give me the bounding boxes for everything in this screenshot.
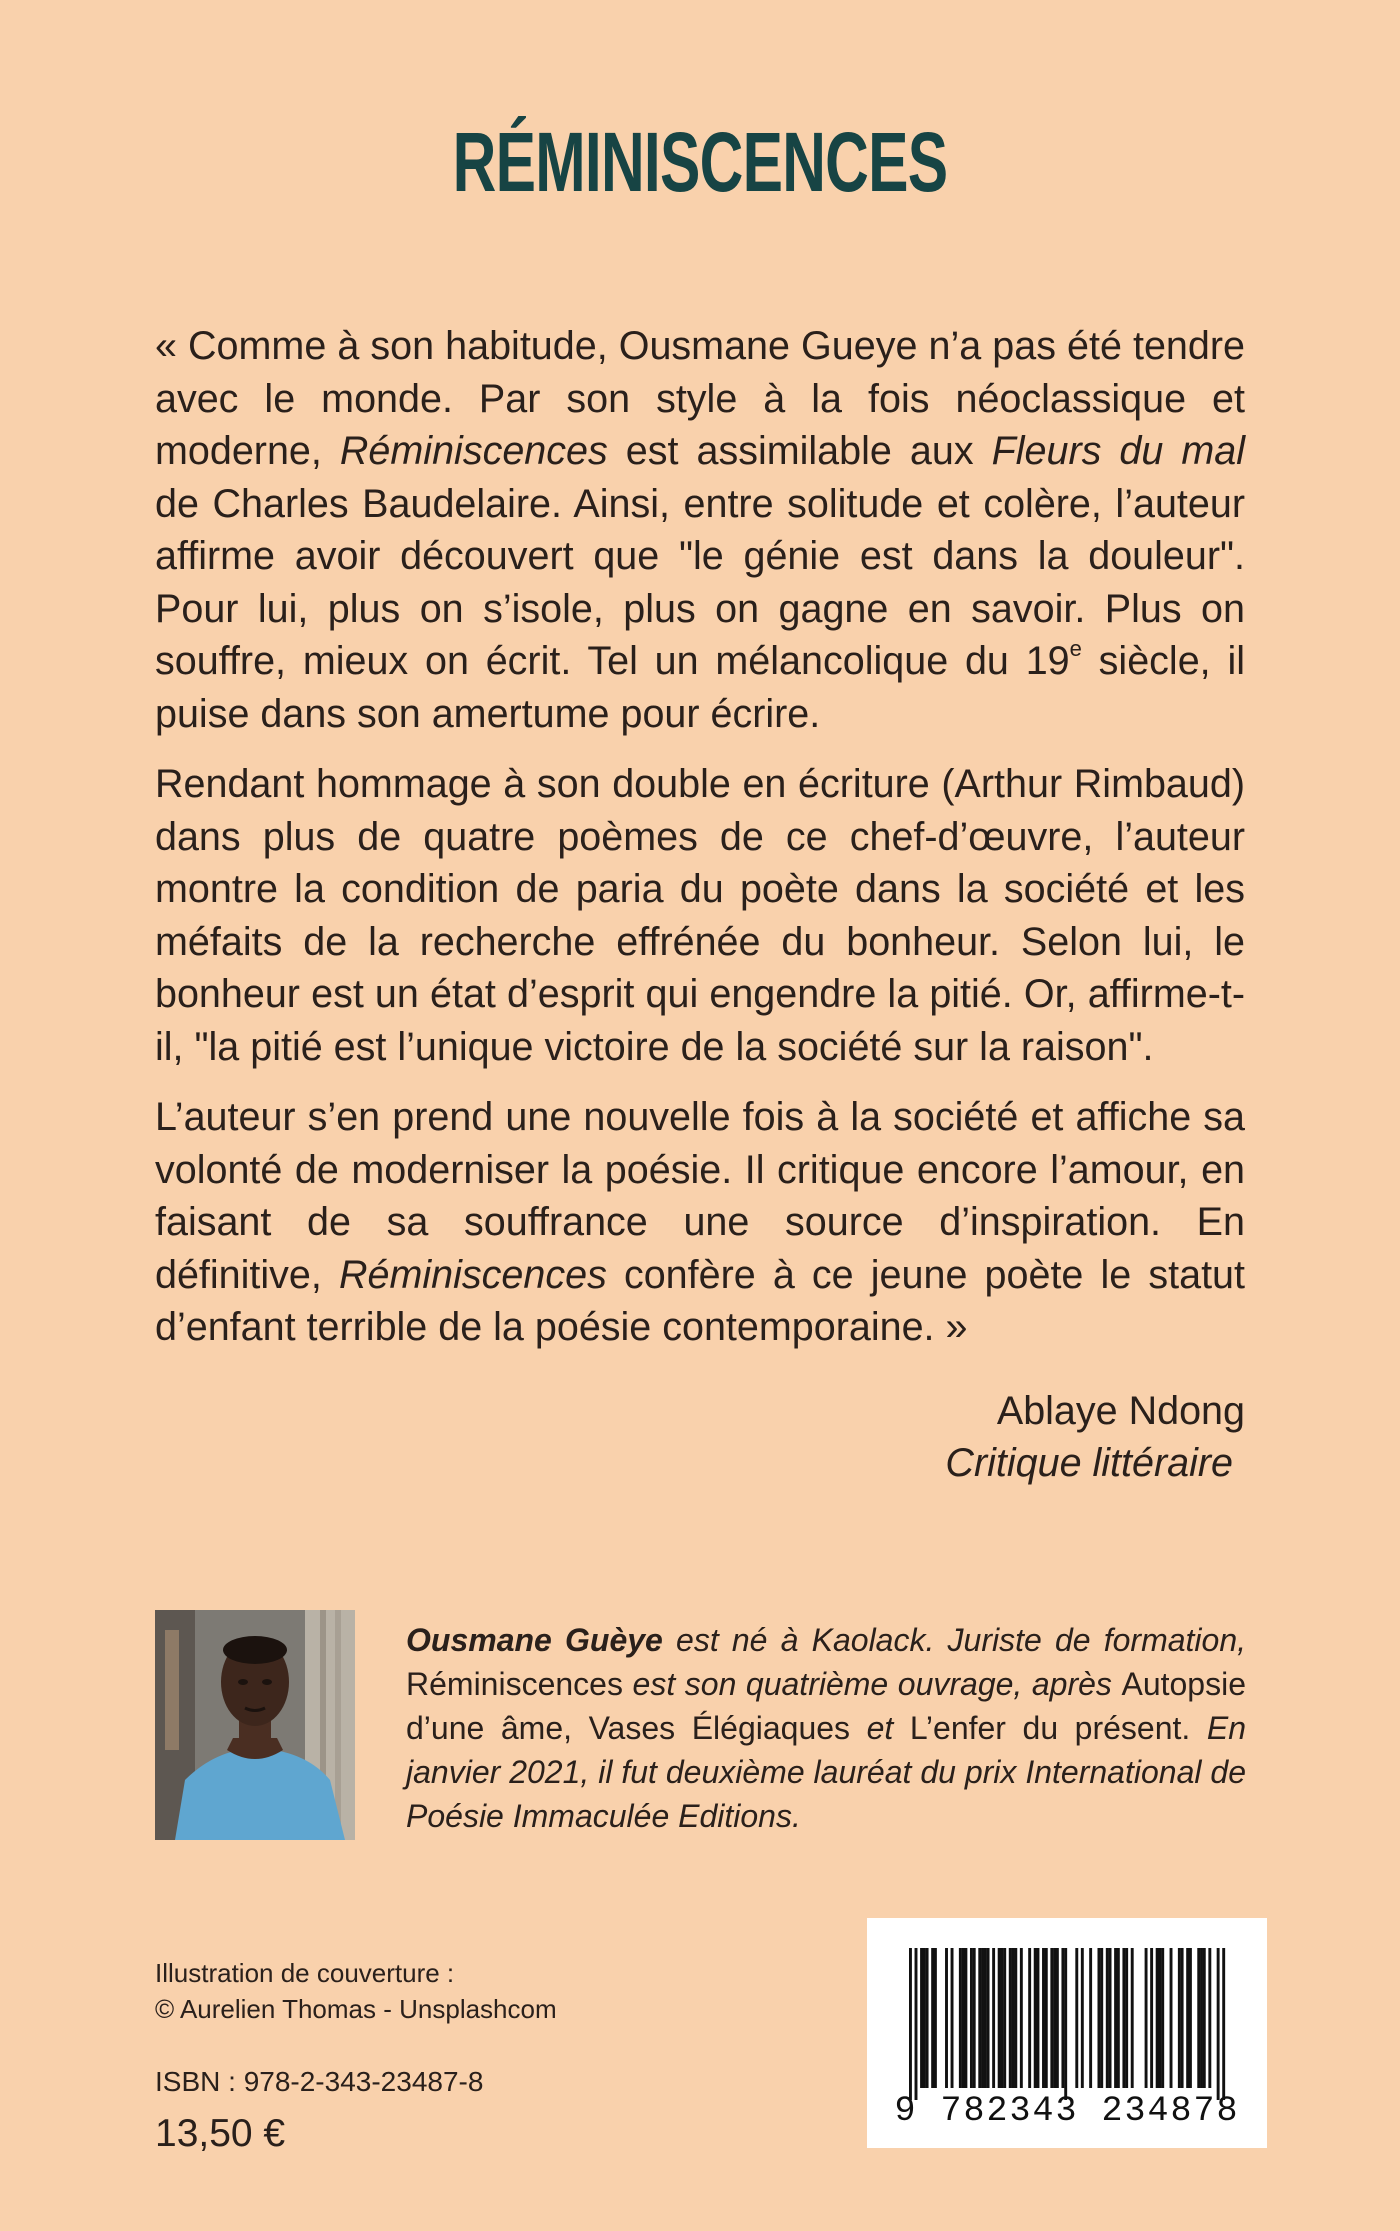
barcode-bar	[1000, 1948, 1003, 2088]
barcode-bar	[1053, 1948, 1056, 2088]
barcode-bar	[1156, 1948, 1159, 2088]
barcode-bar	[909, 1948, 912, 2100]
barcode-bar	[1150, 1948, 1153, 2088]
barcode-bar	[1034, 1948, 1037, 2088]
blurb-text: confère à ce jeune poète le statut d’enfant terrible de la poésie contemporaine. »	[155, 1252, 1245, 1349]
barcode-bar	[1056, 1948, 1059, 2088]
barcode-bar	[1097, 1948, 1100, 2088]
barcode-bar	[1114, 1948, 1117, 2088]
barcode-bar	[1009, 1948, 1012, 2088]
barcode-bar	[945, 1948, 948, 2088]
blurb-text: est assimilable aux	[607, 429, 992, 473]
barcode-bar	[973, 1948, 976, 2088]
author-bio	[406, 1618, 1246, 1838]
barcode-bar	[915, 1948, 918, 2100]
barcode-bar	[1181, 1948, 1184, 2088]
barcode-bar	[962, 1948, 965, 2088]
barcode-bar	[1145, 1948, 1148, 2088]
barcode-bar	[1203, 1948, 1206, 2088]
barcode-digits: 9 782343 234878	[894, 2091, 1240, 2131]
credits-label: Illustration de couverture :	[155, 1958, 455, 1988]
cover-credits	[155, 1955, 557, 2027]
barcode-bar	[1089, 1948, 1092, 2088]
barcode-bar	[1050, 1948, 1053, 2088]
bio-text: et	[850, 1710, 910, 1746]
blurb-text: L’auteur s’en prend une nouvelle fois à la société et affiche sa volonté de moderniser la poésie. Il critique encore l’amour, en faisant de sa souffrance une source d’inspiration. En définitive,	[155, 1095, 1245, 1297]
barcode-bar	[1061, 1948, 1064, 2088]
critic-role: Critique littéraire	[945, 1441, 1233, 1485]
barcode-bar	[998, 1948, 1001, 2088]
barcode-bar	[1178, 1948, 1181, 2088]
barcode-bar	[1109, 1948, 1112, 2088]
barcode-bar	[1020, 1948, 1023, 2088]
blurb-paragraph-2: Rendant hommage à son double en écriture (Arthur Rimbaud) dans plus de quatre poèmes de ce chef-d’œuvre, l’auteur montre la condition de paria du poète dans la société et les méfaits de la recherche effrénée du bonheur. Selon lui, le bonheur est un état d’esprit qui engendre la pitié. Or, affirme-t-il, "la pitié est l’unique victoire de la société sur la raison".	[155, 762, 1245, 1069]
book-title-reference: Réminiscences	[339, 1252, 607, 1297]
work-titles: Autopsie d’une âme, Vases Élégiaques	[406, 1666, 1246, 1746]
barcode-bar	[964, 1948, 967, 2088]
barcode-bar	[1158, 1948, 1161, 2088]
barcode-bar	[1186, 1948, 1189, 2088]
blurb-text: « Comme à son habitude, Ousmane Gueye n’a pas été tendre avec le monde. Par son style à la fois néoclassique et moderne,	[155, 324, 1245, 473]
barcode-bar	[1217, 1948, 1220, 2100]
barcode-bar	[1028, 1948, 1031, 2088]
barcode-bar	[984, 1948, 987, 2088]
critic-name: Ablaye Ndong	[996, 1389, 1245, 1433]
barcode-bar	[1106, 1948, 1109, 2088]
barcode-bar	[987, 1948, 990, 2088]
barcode-bar	[1037, 1948, 1040, 2088]
barcode-bar	[934, 1948, 937, 2088]
work-title: L’enfer du présent.	[909, 1710, 1191, 1746]
barcode-bar	[959, 1948, 962, 2088]
author-name: Ousmane Guèye	[406, 1622, 663, 1658]
barcode-bar	[951, 1948, 954, 2088]
barcode-bar	[1131, 1948, 1134, 2088]
barcode-bar	[1170, 1948, 1173, 2088]
barcode-bar	[1064, 1948, 1067, 2100]
work-title-reference: Fleurs du mal	[991, 429, 1245, 473]
barcode-bar	[1042, 1948, 1045, 2088]
work-title: Réminiscences	[406, 1666, 623, 1702]
barcode-bar	[992, 1948, 995, 2088]
barcode-bar	[926, 1948, 929, 2088]
barcode-bar	[1014, 1948, 1017, 2088]
barcode-bar	[1081, 1948, 1084, 2088]
barcode-bar	[1003, 1948, 1006, 2088]
barcode-bar	[1075, 1948, 1078, 2088]
barcode-bar	[1197, 1948, 1200, 2088]
bio-text: est né à Kaolack. Juriste de formation,	[662, 1622, 1247, 1658]
barcode-bar	[1045, 1948, 1048, 2088]
barcode-bar	[1012, 1948, 1015, 2088]
author-portrait-icon	[155, 1610, 355, 1840]
isbn: ISBN : 978-2-343-23487-8	[155, 2066, 484, 2097]
ordinal-superscript: e	[1069, 636, 1082, 661]
barcode-bar	[1100, 1948, 1103, 2088]
price: 13,50 €	[155, 2112, 286, 2155]
blurb-paragraph-3	[155, 1091, 1245, 1354]
barcode-bar	[920, 1948, 923, 2088]
barcode-bar	[1189, 1948, 1192, 2088]
barcode-bar	[1222, 1948, 1225, 2100]
bio-text: En janvier 2021, il fut deuxième lauréat du prix International de Poésie Immaculée Editions.	[406, 1710, 1247, 1834]
barcode-bar	[1208, 1948, 1211, 2088]
blurb-text: siècle, il puise dans son amertume pour écrire.	[155, 639, 1245, 736]
critic-signature	[700, 1385, 1245, 1489]
barcode-bar	[931, 1948, 934, 2088]
credits-source: © Aurelien Thomas - Unsplashcom	[155, 1994, 557, 2024]
blurb-text: de Charles Baudelaire. Ainsi, entre solitude et colère, l’auteur affirme avoir découvert que "le génie est dans la douleur". Pour lui, plus on s’isole, plus on gagne en savoir. Plus on souffre, mieux on écrit. Tel un mélancolique du 19	[155, 481, 1245, 683]
book-title: RÉMINISCENCES	[452, 115, 948, 209]
barcode-bar	[1200, 1948, 1203, 2088]
barcode	[867, 1918, 1267, 2148]
barcode-bar	[923, 1948, 926, 2088]
barcode-bar	[970, 1948, 973, 2088]
barcode-bar	[1122, 1948, 1125, 2088]
barcode-bar	[1125, 1948, 1128, 2088]
barcode-bar	[981, 1948, 984, 2088]
bio-text: est son quatrième ouvrage, après	[622, 1666, 1122, 1702]
barcode-bar	[978, 1948, 981, 2088]
barcode-bar	[1161, 1948, 1164, 2088]
author-photo	[155, 1610, 355, 1840]
back-cover-blurb	[155, 320, 1245, 1354]
blurb-paragraph-1	[155, 320, 1245, 740]
barcode-bar	[1117, 1948, 1120, 2088]
book-title-reference: Réminiscences	[339, 429, 608, 473]
